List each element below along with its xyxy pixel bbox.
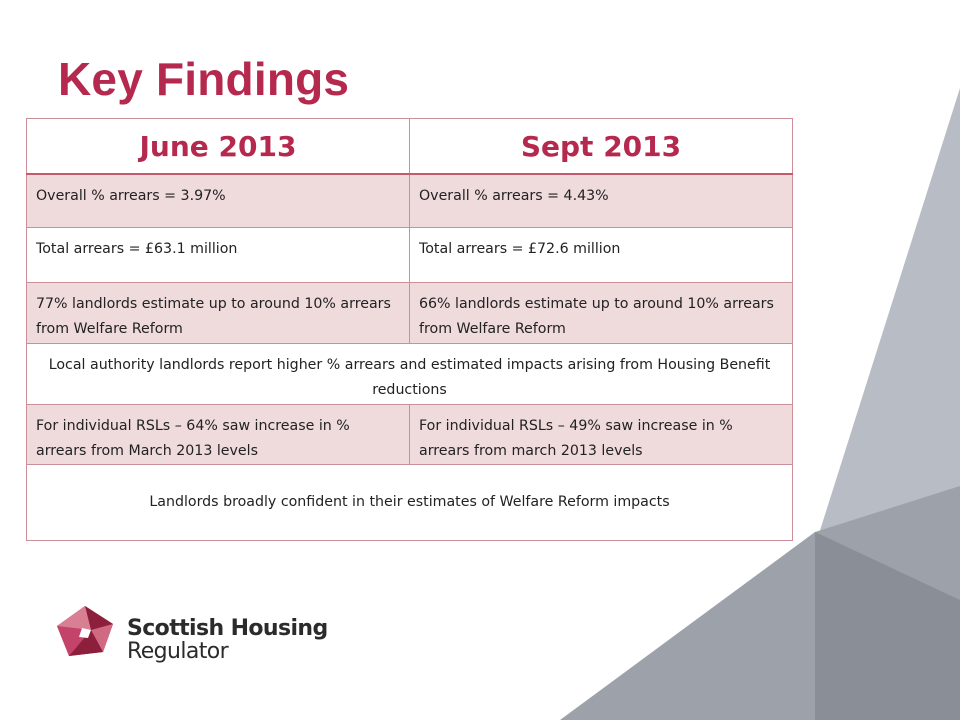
logo-line2: Regulator	[127, 639, 229, 664]
table-cell: For individual RSLs – 49% saw increase in % arrears from march 2013 levels	[410, 404, 793, 464]
page-title: Key Findings	[58, 53, 350, 105]
table-cell: Total arrears = £72.6 million	[410, 227, 793, 282]
table-cell: 66% landlords estimate up to around 10% arrears from Welfare Reform	[410, 282, 793, 343]
header-sept-2013: Sept 2013	[410, 119, 793, 175]
table-row	[27, 227, 793, 282]
table-row	[27, 404, 793, 464]
table-cell: 77% landlords estimate up to around 10% arrears from Welfare Reform	[27, 282, 410, 343]
table-cell: Overall % arrears = 3.97%	[27, 174, 410, 227]
table-row	[27, 343, 793, 404]
table-row	[27, 174, 793, 227]
table-cell: Total arrears = £63.1 million	[27, 227, 410, 282]
table-row	[27, 464, 793, 540]
logo-line1: Scottish Housing	[127, 616, 328, 641]
table-cell-merged: Landlords broadly confident in their estimates of Welfare Reform impacts	[27, 464, 793, 540]
table-header-row	[27, 119, 793, 175]
table-cell-merged: Local authority landlords report higher % arrears and estimated impacts arising from Housing Benefit reductions	[27, 343, 793, 404]
table-cell: Overall % arrears = 4.43%	[410, 174, 793, 227]
header-june-2013: June 2013	[27, 119, 410, 175]
findings-table	[26, 118, 793, 541]
table-cell: For individual RSLs – 64% saw increase in % arrears from March 2013 levels	[27, 404, 410, 464]
logo-text	[127, 618, 328, 664]
table-row	[27, 282, 793, 343]
